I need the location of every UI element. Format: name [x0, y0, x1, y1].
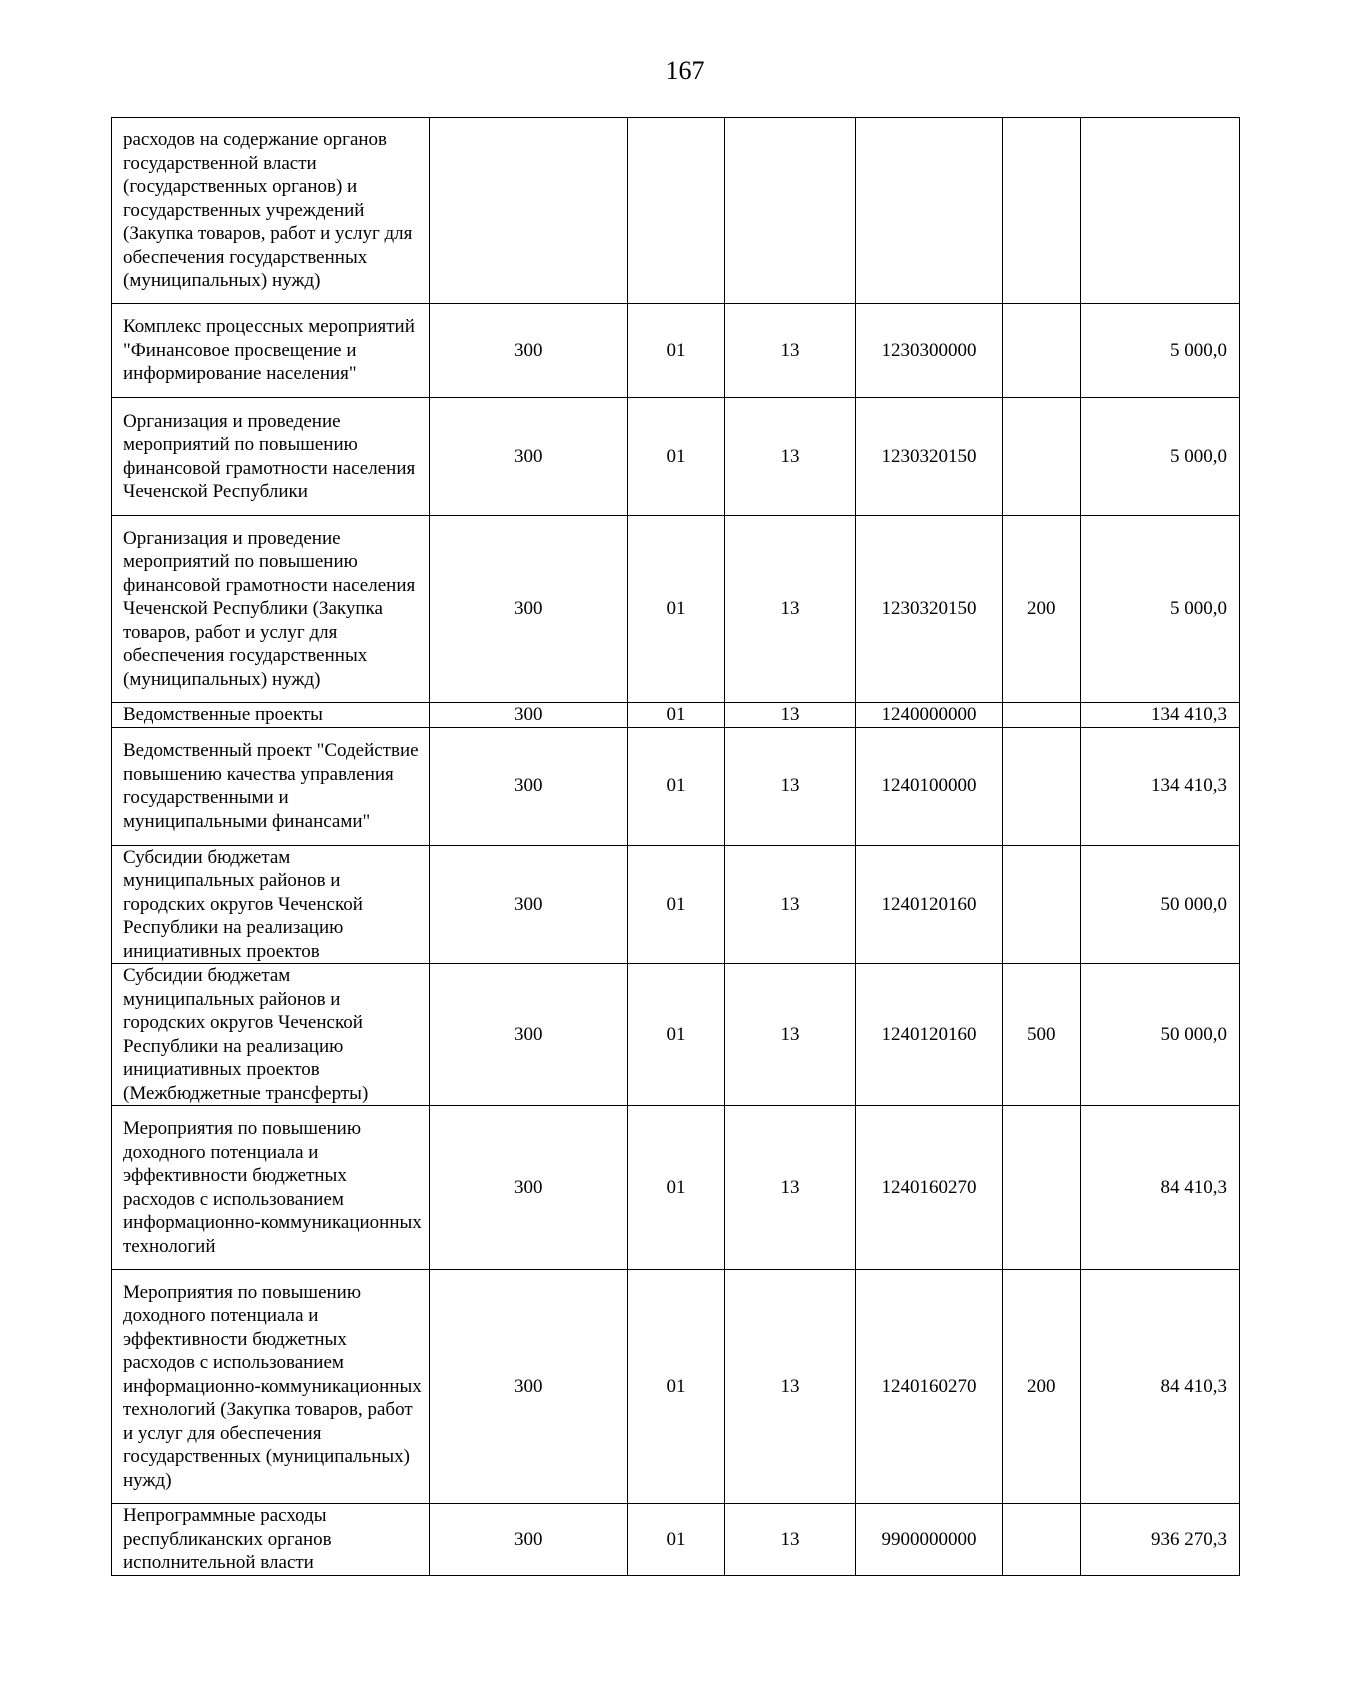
row-amount: 936 270,3 [1080, 1504, 1239, 1576]
row-target-code: 1240120160 [855, 964, 1002, 1106]
row-expense-type [1003, 1504, 1080, 1576]
row-target-code: 1240160270 [855, 1270, 1002, 1504]
row-section: 01 [627, 516, 724, 703]
row-subsection: 13 [725, 1106, 856, 1270]
row-amount: 50 000,0 [1080, 964, 1239, 1106]
row-subsection [725, 118, 856, 304]
row-amount: 134 410,3 [1080, 727, 1239, 845]
row-grbs: 300 [429, 727, 627, 845]
table-row [112, 516, 1240, 703]
row-expense-type [1003, 398, 1080, 516]
row-expense-type [1003, 727, 1080, 845]
table-row [112, 304, 1240, 398]
table-row [112, 964, 1240, 1106]
row-name: Ведомственные проекты [112, 703, 430, 728]
table-row [112, 398, 1240, 516]
row-grbs: 300 [429, 1106, 627, 1270]
row-amount: 84 410,3 [1080, 1106, 1239, 1270]
row-subsection: 13 [725, 703, 856, 728]
row-amount: 84 410,3 [1080, 1270, 1239, 1504]
row-section: 01 [627, 727, 724, 845]
row-target-code: 1230300000 [855, 304, 1002, 398]
row-name: Организация и проведение мероприятий по повышению финансовой грамотности населения Чеченской Республики [112, 398, 430, 516]
row-expense-type [1003, 118, 1080, 304]
row-section [627, 118, 724, 304]
row-target-code: 1240160270 [855, 1106, 1002, 1270]
row-name: Мероприятия по повышению доходного потенциала и эффективности бюджетных расходов с использованием информационно-коммуникационных технологий (Закупка товаров, работ и услуг для обеспечения государственных (муниципальных) нужд) [112, 1270, 430, 1504]
row-name: Ведомственный проект "Содействие повышению качества управления государственными и муниципальными финансами" [112, 727, 430, 845]
row-section: 01 [627, 1106, 724, 1270]
row-amount: 50 000,0 [1080, 845, 1239, 964]
row-grbs: 300 [429, 1504, 627, 1576]
row-section: 01 [627, 398, 724, 516]
row-subsection: 13 [725, 845, 856, 964]
row-target-code: 1240120160 [855, 845, 1002, 964]
row-amount [1080, 118, 1239, 304]
table-row [112, 703, 1240, 728]
row-grbs: 300 [429, 398, 627, 516]
row-grbs: 300 [429, 516, 627, 703]
row-name: Субсидии бюджетам муниципальных районов и городских округов Чеченской Республики на реализацию инициативных проектов (Межбюджетные трансферты) [112, 964, 430, 1106]
row-name: расходов на содержание органов государственной власти (государственных органов) и государственных учреждений (Закупка товаров, работ и услуг для обеспечения государственных (муниципальных) нужд) [112, 118, 430, 304]
row-target-code: 1240000000 [855, 703, 1002, 728]
row-expense-type [1003, 304, 1080, 398]
budget-table-body [112, 118, 1240, 1576]
row-name: Субсидии бюджетам муниципальных районов и городских округов Чеченской Республики на реализацию инициативных проектов [112, 845, 430, 964]
row-amount: 134 410,3 [1080, 703, 1239, 728]
row-subsection: 13 [725, 398, 856, 516]
row-subsection: 13 [725, 304, 856, 398]
row-grbs [429, 118, 627, 304]
row-grbs: 300 [429, 703, 627, 728]
row-subsection: 13 [725, 727, 856, 845]
row-grbs: 300 [429, 964, 627, 1106]
row-section: 01 [627, 1504, 724, 1576]
row-amount: 5 000,0 [1080, 398, 1239, 516]
row-section: 01 [627, 304, 724, 398]
row-amount: 5 000,0 [1080, 304, 1239, 398]
table-row [112, 727, 1240, 845]
row-expense-type [1003, 1106, 1080, 1270]
table-row [112, 118, 1240, 304]
row-expense-type: 200 [1003, 516, 1080, 703]
row-subsection: 13 [725, 964, 856, 1106]
row-expense-type: 500 [1003, 964, 1080, 1106]
row-name: Мероприятия по повышению доходного потенциала и эффективности бюджетных расходов с использованием информационно-коммуникационных технологий [112, 1106, 430, 1270]
table-row [112, 845, 1240, 964]
row-expense-type: 200 [1003, 1270, 1080, 1504]
row-grbs: 300 [429, 1270, 627, 1504]
row-section: 01 [627, 845, 724, 964]
row-section: 01 [627, 964, 724, 1106]
row-section: 01 [627, 1270, 724, 1504]
row-subsection: 13 [725, 1504, 856, 1576]
row-target-code: 1230320150 [855, 516, 1002, 703]
row-target-code: 1240100000 [855, 727, 1002, 845]
row-section: 01 [627, 703, 724, 728]
row-name: Непрограммные расходы республиканских органов исполнительной власти [112, 1504, 430, 1576]
table-row [112, 1106, 1240, 1270]
row-expense-type [1003, 703, 1080, 728]
row-grbs: 300 [429, 304, 627, 398]
row-subsection: 13 [725, 516, 856, 703]
row-grbs: 300 [429, 845, 627, 964]
row-amount: 5 000,0 [1080, 516, 1239, 703]
row-expense-type [1003, 845, 1080, 964]
row-name: Организация и проведение мероприятий по повышению финансовой грамотности населения Чеченской Республики (Закупка товаров, работ и услуг для обеспечения государственных (муниципальных) нужд) [112, 516, 430, 703]
row-target-code: 1230320150 [855, 398, 1002, 516]
budget-table [111, 117, 1240, 1576]
row-target-code: 9900000000 [855, 1504, 1002, 1576]
table-row [112, 1270, 1240, 1504]
row-target-code [855, 118, 1002, 304]
row-subsection: 13 [725, 1270, 856, 1504]
table-row [112, 1504, 1240, 1576]
page-number: 167 [665, 56, 705, 85]
row-name: Комплекс процессных мероприятий "Финансовое просвещение и информирование населения" [112, 304, 430, 398]
